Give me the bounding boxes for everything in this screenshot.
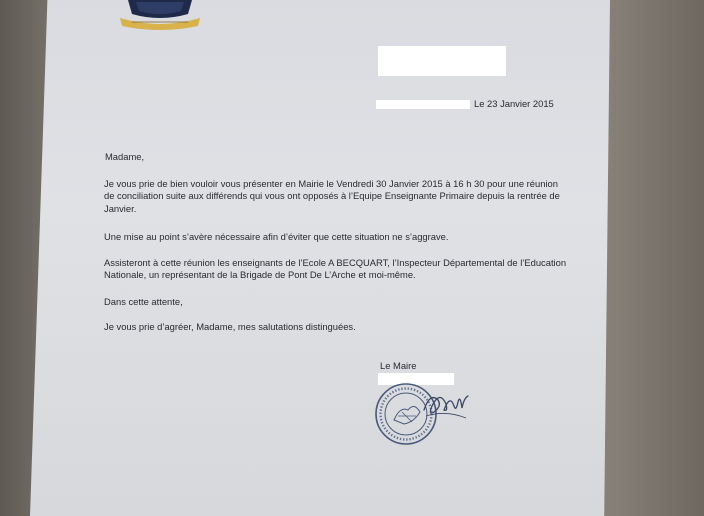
paragraph-line: Une mise au point s’avère nécessaire afin d’éviter que cette situation ne s’aggrave. (104, 231, 449, 242)
paragraph-line: Janvier. (104, 202, 137, 214)
letter-date: Le 23 Janvier 2015 (474, 98, 554, 109)
paragraph-line: Nationale, un représentant de la Brigade de Pont De L’Arche et moi-même. (104, 269, 416, 281)
handwritten-signature-icon (420, 384, 476, 424)
letter-greeting: Madame, (105, 151, 145, 162)
paragraph-convocation (104, 178, 560, 215)
municipal-crest-icon (118, 0, 202, 30)
paragraph-waiting (104, 296, 183, 308)
table-surface-right (594, 0, 704, 516)
redacted-place-name (376, 100, 470, 109)
paragraph-line: Dans cette attente, (104, 296, 183, 307)
paragraph-line: Je vous prie d’agréer, Madame, mes salutations distinguées. (104, 321, 356, 332)
signer-title: Le Maire (380, 360, 417, 371)
paragraph-mise-au-point (104, 231, 448, 243)
paragraph-line: de conciliation suite aux différends qui vous ont opposés à l’Equipe Enseignante Primaire depuis la rentrée de (104, 190, 560, 202)
paragraph-line: Assisteront à cette réunion les enseignants de l’Ecole A BECQUART, l’Inspecteur Départemental de l’Education (104, 257, 567, 268)
paragraph-attendees (104, 257, 566, 282)
paragraph-closing (104, 321, 356, 333)
paragraph-line: Je vous prie de bien vouloir vous présenter en Mairie le Vendredi 30 Janvier 2015 à 16 h 30 pour une réunion (104, 178, 558, 189)
redacted-address-line (378, 46, 506, 76)
